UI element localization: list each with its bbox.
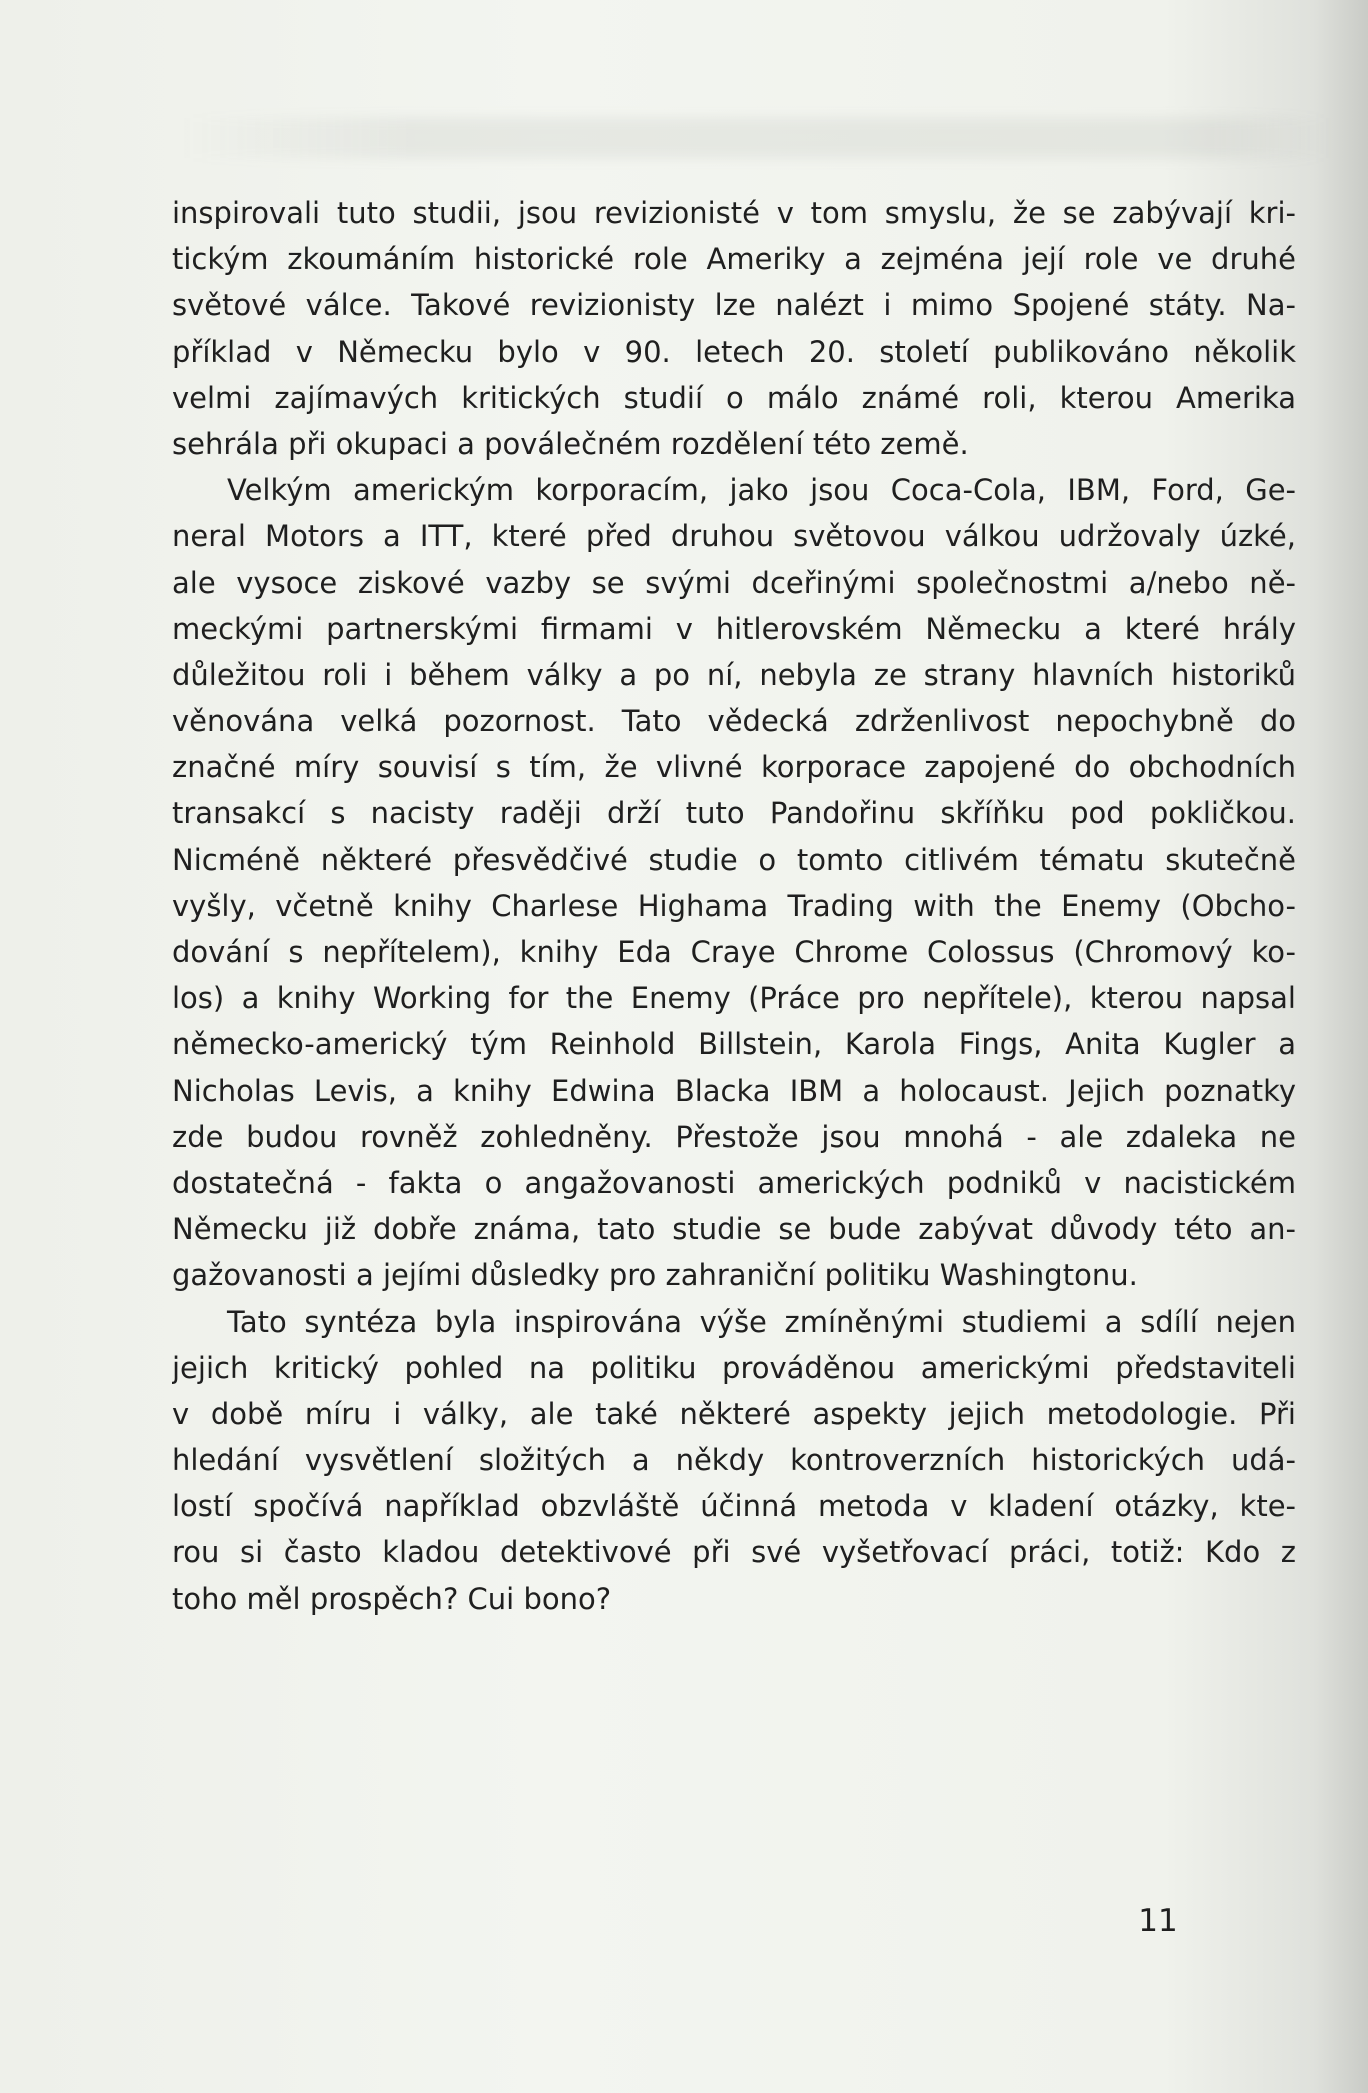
text-line: zde budou rovněž zohledněny. Přestože jsou mnohá - ale zdaleka ne xyxy=(172,1119,1296,1154)
text-line: německo-americký tým Reinhold Billstein, Karola Fings, Anita Kugler a xyxy=(172,1027,1296,1062)
paragraph-3 xyxy=(172,1299,1296,1622)
text-line: důležitou roli i během války a po ní, nebyla ze strany hlavních historiků xyxy=(172,657,1296,692)
paragraph-1 xyxy=(172,190,1296,467)
text-line: velmi zajímavých kritických studií o málo známé roli, kterou Amerika xyxy=(172,380,1296,415)
bleed-through-text xyxy=(180,118,1330,158)
text-line: Tato syntéza byla inspirována výše zmíněnými studiemi a sdílí nejen xyxy=(227,1304,1296,1339)
text-line: Velkým americkým korporacím, jako jsou Coca-Cola, IBM, Ford, Ge- xyxy=(227,473,1296,508)
text-line: dostatečná - fakta o angažovanosti amerických podniků v nacistickém xyxy=(172,1165,1296,1200)
text-line: transakcí s nacisty raději drží tuto Pandořinu skříňku pod pokličkou. xyxy=(172,796,1296,831)
text-line: dování s nepřítelem), knihy Eda Craye Chrome Colossus (Chromový ko- xyxy=(172,935,1296,969)
text-line: toho měl prospěch? Cui bono? xyxy=(172,1581,612,1616)
text-line: meckými partnerskými firmami v hitlerovském Německu a které hrály xyxy=(172,611,1296,646)
text-line: světové válce. Takové revizionisty lze nalézt i mimo Spojené státy. Na- xyxy=(172,288,1296,323)
paragraph-2 xyxy=(172,467,1296,1298)
text-line: inspirovali tuto studii, jsou revizionisté v tom smyslu, že se zabývají kri- xyxy=(172,196,1296,230)
text-line: jejich kritický pohled na politiku prováděnou americkými představiteli xyxy=(172,1350,1296,1385)
text-line: Nicholas Levis, a knihy Edwina Blacka IBM a holocaust. Jejich poznatky xyxy=(172,1073,1296,1108)
text-line: tickým zkoumáním historické role Ameriky a zejména její role ve druhé xyxy=(172,242,1296,277)
text-line: lostí spočívá například obzvláště účinná metoda v kladení otázky, kte- xyxy=(172,1489,1296,1524)
body-text xyxy=(172,190,1296,1622)
text-line: sehrála při okupaci a poválečném rozdělení této země. xyxy=(172,426,969,461)
text-line: příklad v Německu bylo v 90. letech 20. století publikováno několik xyxy=(172,334,1296,369)
text-line: vyšly, včetně knihy Charlese Highama Trading with the Enemy (Obcho- xyxy=(172,888,1296,923)
text-line: Německu již dobře známa, tato studie se bude zabývat důvody této an- xyxy=(172,1212,1296,1247)
text-line: gažovanosti a jejími důsledky pro zahraniční politiku Washingtonu. xyxy=(172,1258,1138,1293)
text-line: ale vysoce ziskové vazby se svými dceřinými společnostmi a/nebo ně- xyxy=(172,565,1296,600)
text-line: v době míru i války, ale také některé aspekty jejich metodologie. Při xyxy=(172,1396,1296,1431)
text-line: značné míry souvisí s tím, že vlivné korporace zapojené do obchodních xyxy=(172,750,1296,785)
text-line: hledání vysvětlení složitých a někdy kontroverzních historických udá- xyxy=(172,1443,1296,1478)
text-line: los) a knihy Working for the Enemy (Práce pro nepřítele), kterou napsal xyxy=(172,981,1296,1016)
page-number: 11 xyxy=(1138,1903,1178,1939)
text-line: neral Motors a ITT, které před druhou světovou válkou udržovaly úzké, xyxy=(172,519,1296,554)
text-line: rou si často kladou detektivové při své vyšetřovací práci, totiž: Kdo z xyxy=(172,1535,1296,1570)
text-line: věnována velká pozornost. Tato vědecká zdrženlivost nepochybně do xyxy=(172,704,1296,739)
text-line: Nicméně některé přesvědčivé studie o tomto citlivém tématu skutečně xyxy=(172,842,1296,877)
